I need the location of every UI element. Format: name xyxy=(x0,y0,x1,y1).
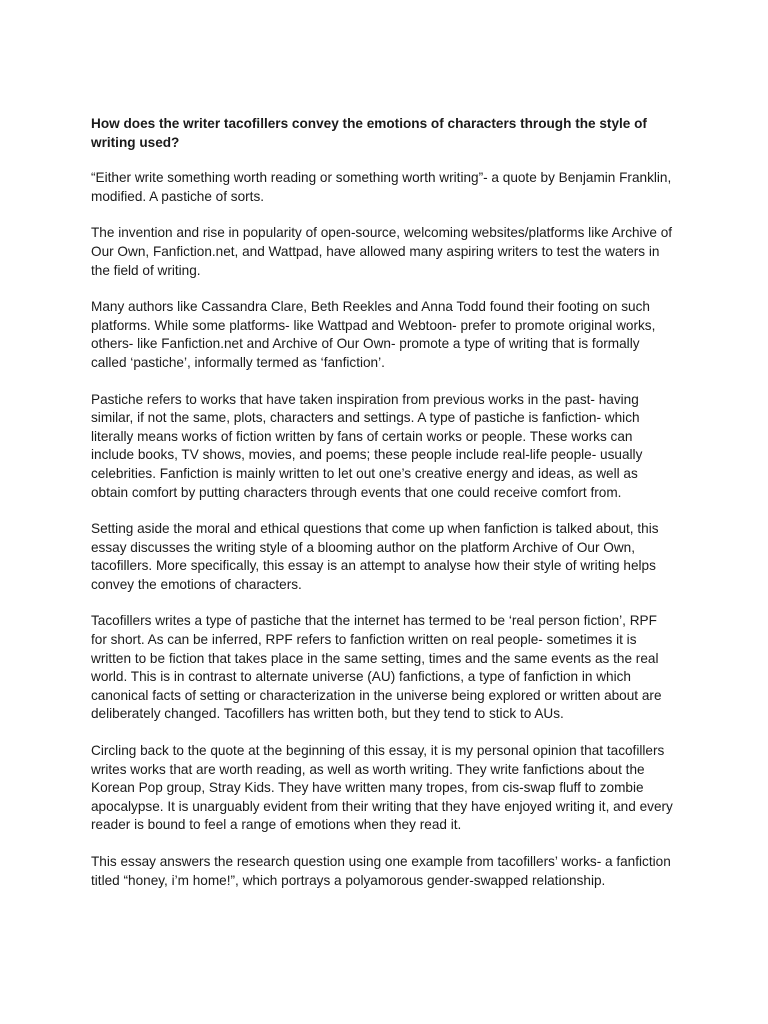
paragraph-rpf: Tacofillers writes a type of pastiche that the internet has termed to be ‘real person fiction’, RPF for short. As can be inferred, RPF refers to fanfiction written on real people- sometimes it is written to be fiction that takes place in the same setting, times and the same events as the real world. This is in contrast to alternate universe (AU) fanfictions, a type of fanfiction in which canonical facts of setting or characterization in the universe being explored or written about are deliberately changed. Tacofillers has written both, but they tend to stick to AUs. xyxy=(91,613,662,722)
paragraph-essay-scope: Setting aside the moral and ethical questions that come up when fanfiction is talked about, this essay discusses the writing style of a blooming author on the platform Archive of Our Own, tacofillers. More specifically, this essay is an attempt to analyse how their style of writing helps convey the emotions of characters. xyxy=(91,521,659,592)
paragraph-authors: Many authors like Cassandra Clare, Beth Reekles and Anna Todd found their footing on such platforms. While some platforms- like Wattpad and Webtoon- prefer to promote original works, others- like Fanfiction.net and Archive of Our Own- promote a type of writing that is formally called ‘pastiche’, informally termed as ‘fanfiction’. xyxy=(91,299,656,370)
document-page xyxy=(91,115,673,908)
research-question-heading: How does the writer tacofillers convey the emotions of characters through the style of writing used? xyxy=(91,116,647,150)
paragraph-quote: “Either write something worth reading or something worth writing”- a quote by Benjamin Franklin, modified. A pastiche of sorts. xyxy=(91,170,672,204)
paragraph-opinion: Circling back to the quote at the beginning of this essay, it is my personal opinion that tacofillers writes works that are worth reading, as well as worth writing. They write fanfictions about the Korean Pop group, Stray Kids. They have written many tropes, from cis-swap fluff to zombie apocalypse. It is unarguably evident from their writing that they have enjoyed writing it, and every reader is bound to feel a range of emotions when they read it. xyxy=(91,743,673,833)
paragraph-example: This essay answers the research question using one example from tacofillers’ works- a fanfiction titled “honey, i’m home!”, which portrays a polyamorous gender-swapped relationship. xyxy=(91,854,671,888)
paragraph-platforms: The invention and rise in popularity of open-source, welcoming websites/platforms like Archive of Our Own, Fanfiction.net, and Wattpad, have allowed many aspiring writers to test the waters in the field of writing. xyxy=(91,225,673,278)
paragraph-pastiche-definition: Pastiche refers to works that have taken inspiration from previous works in the past- having similar, if not the same, plots, characters and settings. A type of pastiche is fanfiction- which literally means works of fiction written by fans of certain works or people. These works can include books, TV shows, movies, and poems; these people include real-life people- usually celebrities. Fanfiction is mainly written to let out one’s creative energy and ideas, as well as obtain comfort by putting characters through events that one could receive comfort from. xyxy=(91,391,643,500)
